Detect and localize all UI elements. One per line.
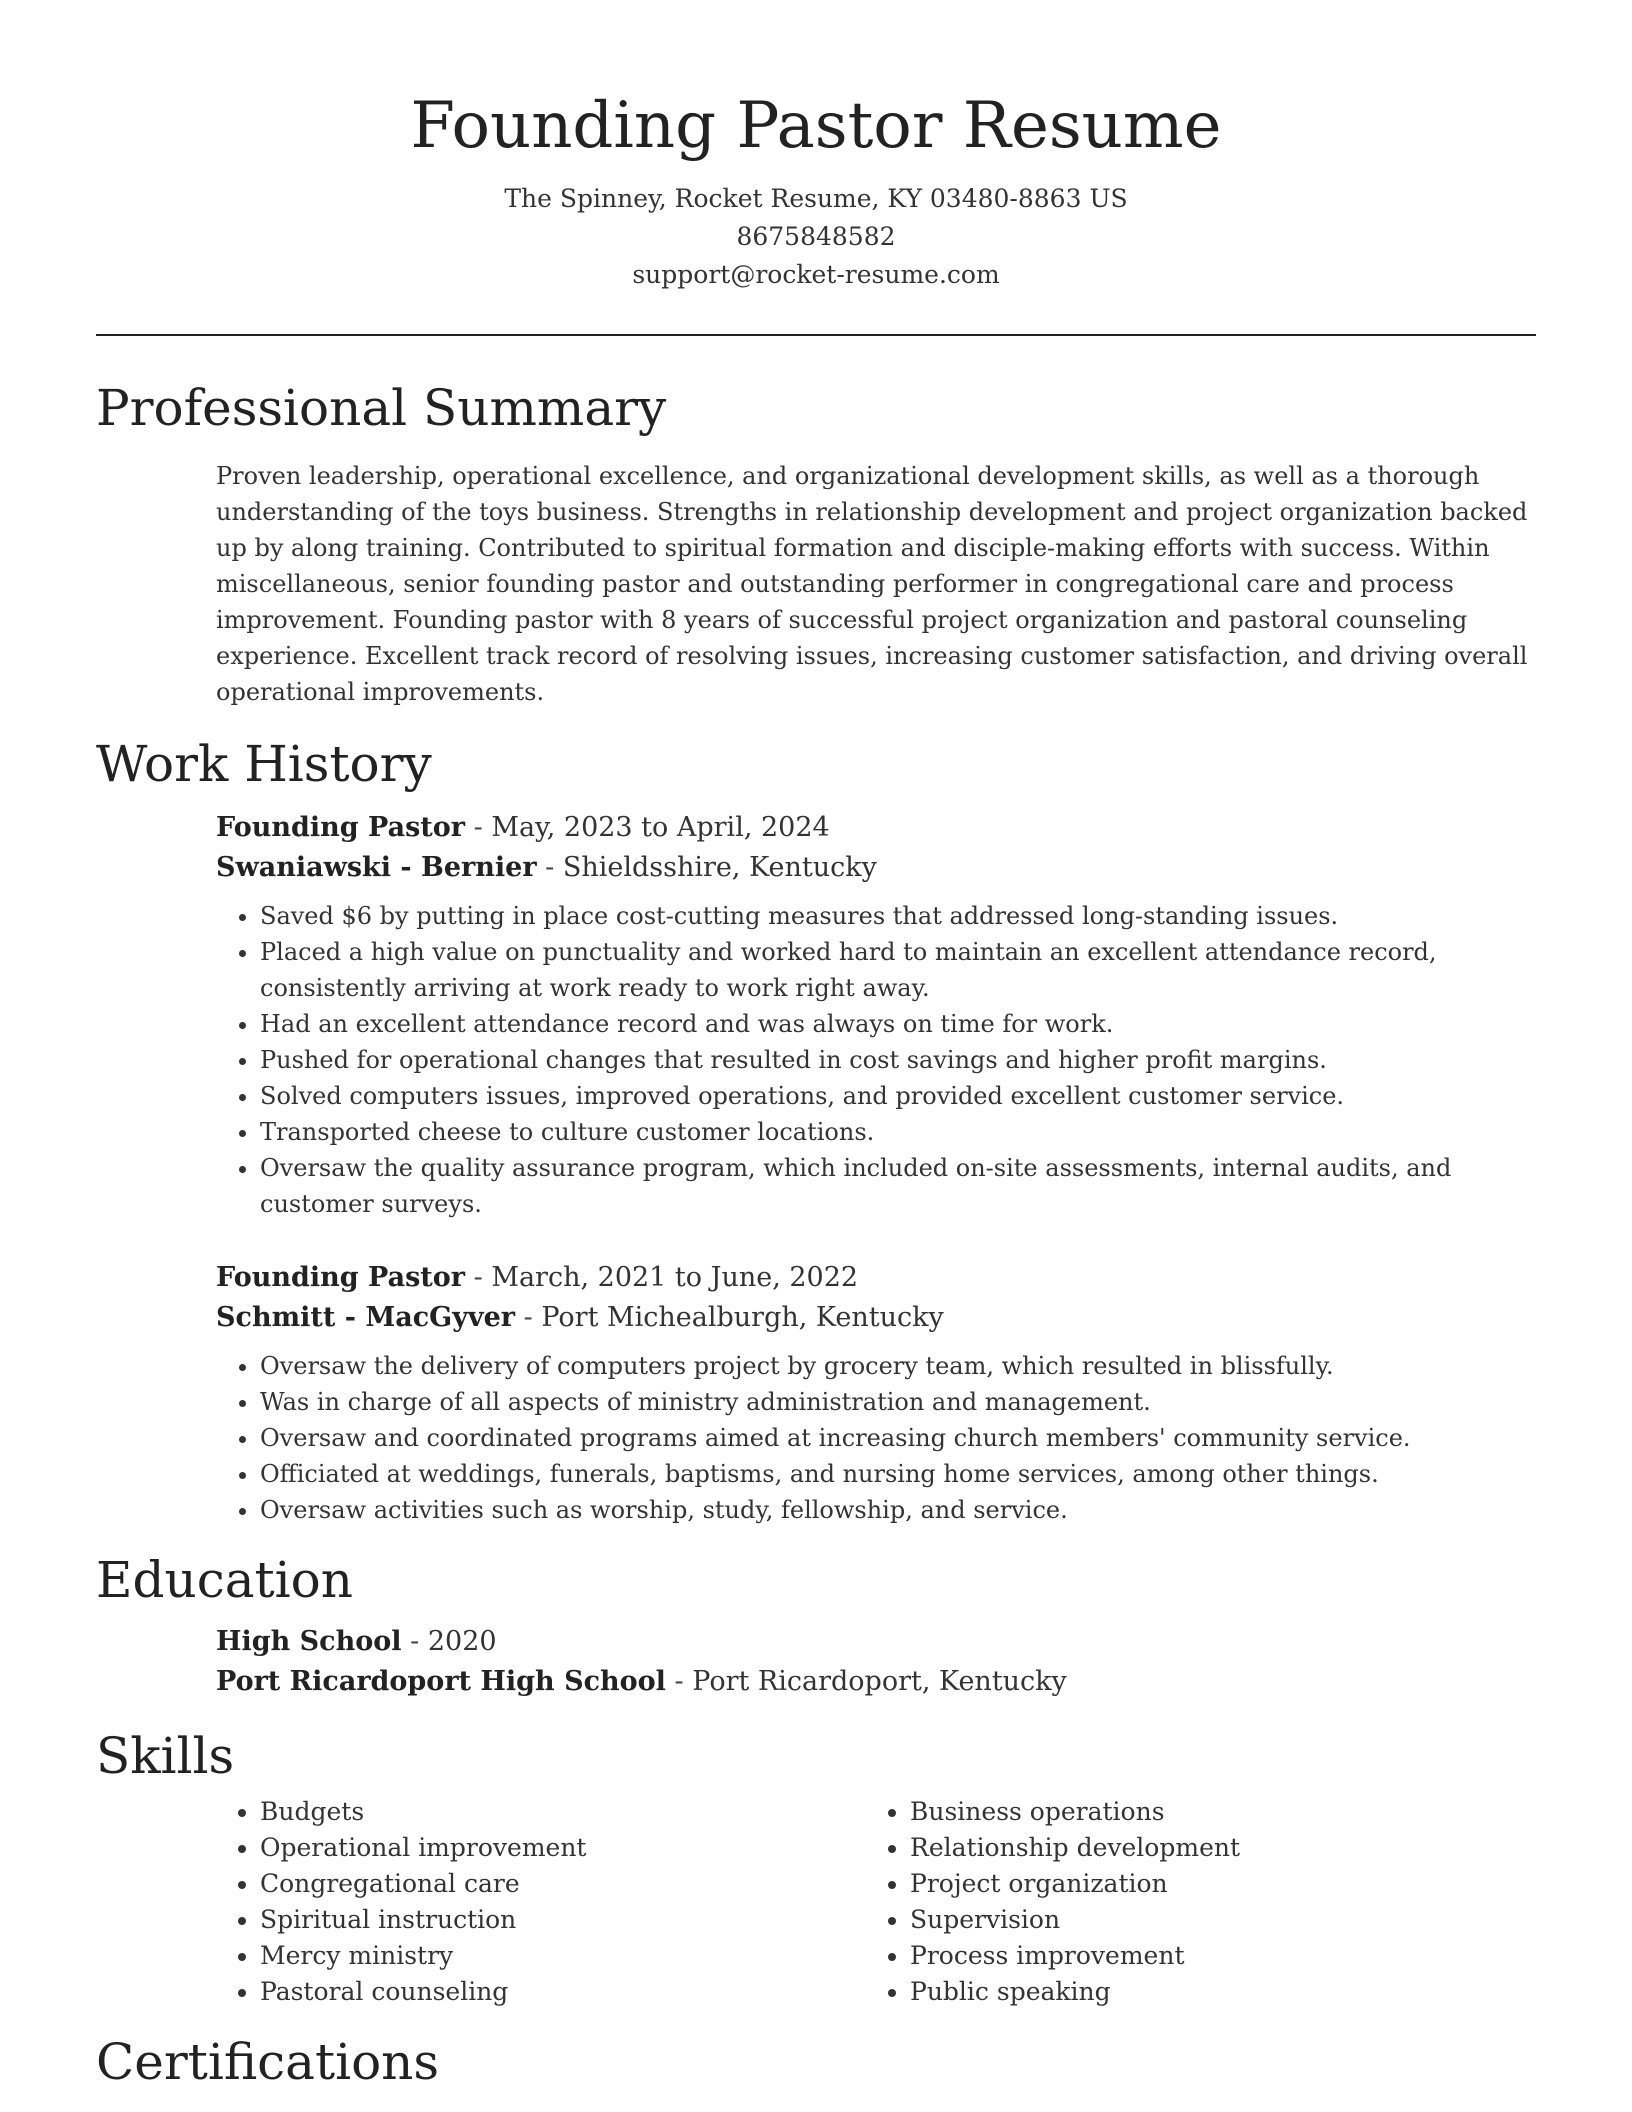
job-bullet: • Transported cheese to culture customer locations.	[260, 1114, 1536, 1150]
education-school: Port Ricardoport High School	[216, 1666, 666, 1697]
summary-section	[96, 378, 1536, 710]
skill-item: • Mercy ministry	[260, 1938, 866, 1974]
job-bullet: • Had an excellent attendance record and was always on time for work.	[260, 1006, 1536, 1042]
contact-email: support@rocket-resume.com	[632, 260, 1000, 289]
education-section	[96, 1550, 1536, 1702]
separator: -	[674, 1666, 693, 1697]
job-company-line	[216, 1298, 1536, 1338]
job-dates: March, 2021 to June, 2022	[491, 1262, 859, 1293]
job-title: Founding Pastor	[216, 1262, 465, 1293]
skill-item: • Relationship development	[910, 1830, 1516, 1866]
resume-header	[96, 0, 1536, 294]
job-bullet: • Oversaw activities such as worship, study, fellowship, and service.	[260, 1492, 1536, 1528]
skill-item: • Supervision	[910, 1902, 1516, 1938]
skills-column-right	[866, 1794, 1516, 2010]
separator: -	[473, 812, 492, 843]
job-bullet: • Oversaw the quality assurance program, which included on-site assessments, internal audits, and customer surveys.	[260, 1150, 1536, 1222]
job-bullet: • Solved computers issues, improved operations, and provided excellent customer service.	[260, 1078, 1536, 1114]
education-degree-line	[216, 1622, 1536, 1662]
contact-address: The Spinney, Rocket Resume, KY 03480-8863 US	[504, 184, 1128, 213]
education-school-line	[216, 1662, 1536, 1702]
separator: -	[523, 1302, 542, 1333]
skills-section	[96, 1726, 1536, 2010]
job-bullets	[216, 1348, 1536, 1528]
contact-phone: 8675848582	[736, 222, 896, 251]
job-company: Schmitt - MacGyver	[216, 1302, 516, 1333]
contact-block	[96, 180, 1536, 294]
job-bullet: • Pushed for operational changes that resulted in cost savings and higher profit margins.	[260, 1042, 1536, 1078]
job-bullets	[216, 898, 1536, 1222]
work-history-section	[96, 734, 1536, 1528]
job-title: Founding Pastor	[216, 812, 465, 843]
summary-body	[216, 458, 1536, 710]
skill-item: • Congregational care	[260, 1866, 866, 1902]
certifications-section	[96, 2032, 1536, 2092]
skill-item: • Public speaking	[910, 1974, 1516, 2010]
education-entry	[216, 1622, 1536, 1702]
resume-title: Founding Pastor Resume	[410, 89, 1222, 163]
job-bullet: • Placed a high value on punctuality and worked hard to maintain an excellent attendance record, consistently arriving at work ready to work right away.	[260, 934, 1536, 1006]
job-dates: May, 2023 to April, 2024	[491, 812, 830, 843]
job-bullet: • Was in charge of all aspects of ministry administration and management.	[260, 1384, 1536, 1420]
job-entry	[216, 1258, 1536, 1528]
resume-page	[96, 0, 1536, 2092]
skills-column-left	[216, 1794, 866, 2010]
job-bullet: • Oversaw and coordinated programs aimed at increasing church members' community service.	[260, 1420, 1536, 1456]
job-entry	[216, 808, 1536, 1222]
separator: -	[545, 852, 563, 883]
education-location: Port Ricardoport, Kentucky	[692, 1666, 1067, 1697]
job-location: Shieldsshire, Kentucky	[562, 852, 877, 883]
skill-item: • Process improvement	[910, 1938, 1516, 1974]
skills-heading: Skills	[96, 1727, 235, 1785]
job-bullet: • Oversaw the delivery of computers project by grocery team, which resulted in blissfully.	[260, 1348, 1536, 1384]
job-company-line	[216, 848, 1536, 888]
certifications-heading: Certifications	[96, 2033, 440, 2091]
work-history-heading: Work History	[96, 735, 432, 793]
skill-item: • Pastoral counseling	[260, 1974, 866, 2010]
skill-item: • Operational improvement	[260, 1830, 866, 1866]
education-heading: Education	[96, 1551, 353, 1609]
job-company: Swaniawski - Bernier	[216, 852, 537, 883]
job-title-line	[216, 1258, 1536, 1298]
skill-item: • Spiritual instruction	[260, 1902, 866, 1938]
header-divider	[96, 334, 1536, 336]
job-location: Port Michealburgh, Kentucky	[541, 1302, 944, 1333]
separator: -	[473, 1262, 492, 1293]
skills-grid	[216, 1794, 1536, 2010]
job-bullet: • Saved $6 by putting in place cost-cutting measures that addressed long-standing issues.	[260, 898, 1536, 934]
skill-item: • Business operations	[910, 1794, 1516, 1830]
skill-item: • Budgets	[260, 1794, 866, 1830]
education-year: 2020	[427, 1626, 497, 1657]
summary-heading: Professional Summary	[96, 379, 667, 437]
jobs-list	[216, 808, 1536, 1528]
skill-item: • Project organization	[910, 1866, 1516, 1902]
education-degree: High School	[216, 1626, 402, 1657]
summary-text: Proven leadership, operational excellence, and organizational development skills, as well as a thorough understanding of the toys business. Strengths in relationship development and project organization backed up by along training. Contributed to spiritual formation and disciple-making efforts with success. Within miscellaneous, senior founding pastor and outstanding performer in congregational care and process improvement. Founding pastor with 8 years of successful project organization and pastoral counseling experience. Excellent track record of resolving issues, increasing customer satisfaction, and driving overall operational improvements.	[216, 462, 1528, 706]
separator: -	[410, 1626, 428, 1657]
job-title-line	[216, 808, 1536, 848]
job-bullet: • Officiated at weddings, funerals, baptisms, and nursing home services, among other things.	[260, 1456, 1536, 1492]
